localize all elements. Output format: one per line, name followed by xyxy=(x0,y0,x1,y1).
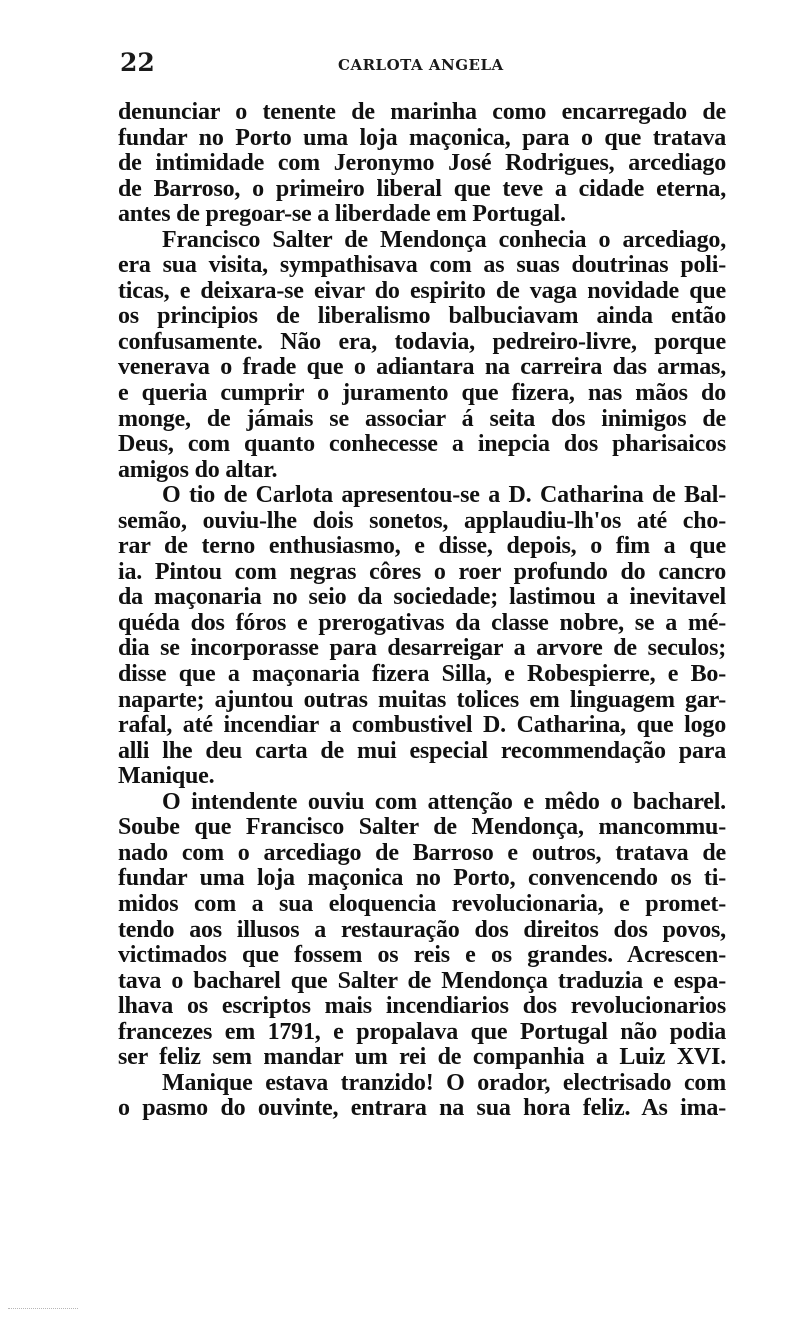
text-line: venerava o frade que o adiantara na carreira das armas, xyxy=(118,355,726,381)
text-line: fundar uma loja maçonica no Porto, convencendo os ti- xyxy=(118,866,726,892)
text-line: de intimidade com Jeronymo José Rodrigues, arcediago xyxy=(118,151,726,177)
text-line: Manique. xyxy=(118,764,215,790)
text-line: nado com o arcediago de Barroso e outros, tratava de xyxy=(118,840,726,866)
text-line: e queria cumprir o juramento que fizera, nas mãos do xyxy=(118,381,726,407)
running-title: CARLOTA ANGELA xyxy=(338,56,504,74)
text-line: dia se incorporasse para desarreigar a arvore de seculos; xyxy=(118,636,726,662)
text-line: de Barroso, o primeiro liberal que teve a cidade eterna, xyxy=(118,176,726,202)
text-line: Deus, com quanto conhecesse a inepcia dos pharisaicos xyxy=(118,432,726,458)
text-line: os principios de liberalismo balbuciavam ainda então xyxy=(118,304,726,330)
text-line: O tio de Carlota apresentou-se a D. Catharina de Bal- xyxy=(162,483,726,509)
page-number: 22 xyxy=(120,48,155,77)
text-line: semão, ouviu-lhe dois sonetos, applaudiu-lh'os até cho- xyxy=(118,508,726,534)
text-line: amigos do altar. xyxy=(118,457,278,483)
text-line: denunciar o tenente de marinha como encarregado de xyxy=(118,100,726,125)
text-line: ser feliz sem mandar um rei de companhia a Luiz XVI. xyxy=(118,1045,726,1071)
text-line: antes de pregoar-se a liberdade em Portugal. xyxy=(118,202,566,228)
scan-speck xyxy=(8,1308,78,1315)
text-line: Soube que Francisco Salter de Mendonça, mancommu- xyxy=(118,815,726,841)
text-line: fundar no Porto uma loja maçonica, para o que tratava xyxy=(118,125,726,151)
page-header xyxy=(118,46,726,82)
text-line: Francisco Salter de Mendonça conhecia o arcediago, xyxy=(162,227,726,253)
text-line: rafal, até incendiar a combustivel D. Catharina, que logo xyxy=(118,713,726,739)
text-line: o pasmo do ouvinte, entrara na sua hora feliz. As ima- xyxy=(118,1096,726,1122)
text-line: tava o bacharel que Salter de Mendonça traduzia e espa- xyxy=(118,968,726,994)
text-line: da maçonaria no seio da sociedade; lastimou a inevitavel xyxy=(118,585,726,611)
text-line: O intendente ouviu com attenção e mêdo o bacharel. xyxy=(162,789,726,815)
text-line: francezes em 1791, e propalava que Portugal não podia xyxy=(118,1019,726,1045)
text-line: lhava os escriptos mais incendiarios dos revolucionarios xyxy=(118,994,726,1020)
text-line: era sua visita, sympathisava com as suas doutrinas poli- xyxy=(118,253,726,279)
text-line: disse que a maçonaria fizera Silla, e Robespierre, e Bo- xyxy=(118,662,726,688)
text-line: ia. Pintou com negras côres o roer profundo do cancro xyxy=(118,559,726,585)
text-line: Manique estava tranzido! O orador, electrisado com xyxy=(162,1070,726,1096)
body-text xyxy=(118,100,726,1122)
text-line: rar de terno enthusiasmo, e disse, depois, o fim a que xyxy=(118,534,726,560)
text-line: confusamente. Não era, todavia, pedreiro-livre, porque xyxy=(118,329,726,355)
text-line: tendo aos illusos a restauração dos direitos dos povos, xyxy=(118,917,726,943)
text-line: victimados que fossem os reis e os grandes. Acrescen- xyxy=(118,943,726,969)
text-line: naparte; ajuntou outras muitas tolices em linguagem gar- xyxy=(118,687,726,713)
text-line: quéda dos fóros e prerogativas da classe nobre, se a mé- xyxy=(118,610,726,636)
text-line: midos com a sua eloquencia revolucionaria, e promet- xyxy=(118,891,726,917)
text-line: ticas, e deixara-se eivar do espirito de vaga novidade que xyxy=(118,278,726,304)
text-line: alli lhe deu carta de mui especial recommendação para xyxy=(118,738,726,764)
text-line: monge, de jámais se associar á seita dos inimigos de xyxy=(118,406,726,432)
